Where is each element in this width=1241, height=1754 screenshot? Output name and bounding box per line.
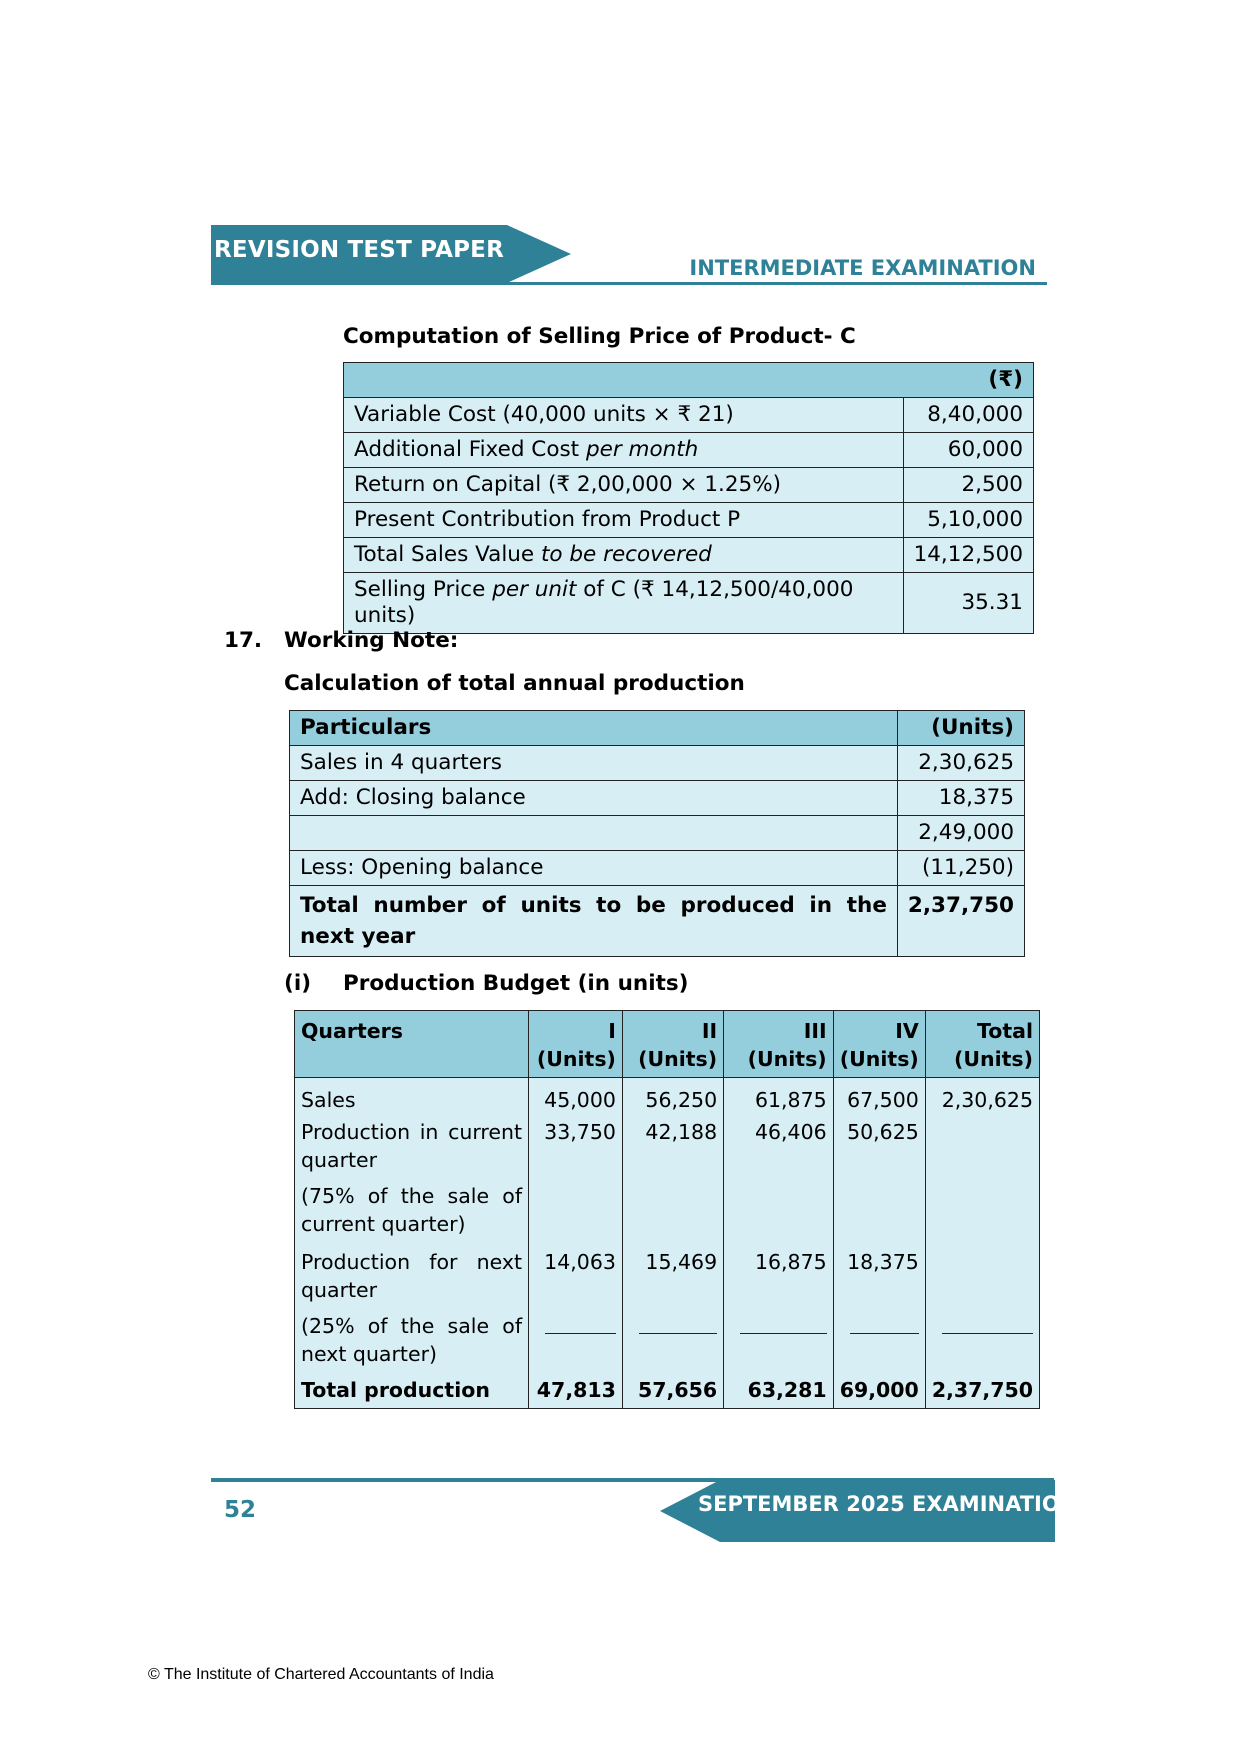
cell-value: [925, 1240, 1039, 1370]
cell-value: 56,250: [622, 1078, 723, 1117]
row-value: 35.31: [903, 573, 1033, 634]
row-value: 60,000: [903, 433, 1033, 468]
row-label: Total production: [295, 1370, 529, 1409]
cell-value: 46,406: [724, 1116, 834, 1240]
table-row: [344, 468, 1034, 503]
table-row: [344, 538, 1034, 573]
cell-value: 61,875: [724, 1078, 834, 1117]
header-exam-label: INTERMEDIATE EXAMINATION: [689, 256, 1036, 280]
table-row: [290, 851, 1025, 886]
row-label: Production in current quarter (75% of the sale of current quarter): [295, 1116, 529, 1240]
table-header-row: [295, 1011, 1040, 1078]
row-value: 5,10,000: [903, 503, 1033, 538]
cell-value: 45,000: [529, 1078, 623, 1117]
sales-row: [295, 1078, 1040, 1117]
col-header-q1: I (Units): [529, 1011, 623, 1078]
question-heading: Working Note:: [284, 628, 459, 653]
header-banner-label: REVISION TEST PAPER: [214, 237, 504, 263]
current-quarter-row: [295, 1116, 1040, 1240]
row-label: Selling Price per unit of C (₹ 14,12,500/40,000 units): [344, 573, 904, 634]
units-header: (Units): [897, 711, 1024, 746]
budget-title: Production Budget (in units): [343, 971, 689, 996]
annual-production-table: [289, 710, 1025, 957]
row-value: 8,40,000: [903, 398, 1033, 433]
header-rule: [211, 282, 1047, 285]
table-row: [344, 503, 1034, 538]
cell-value: 18,375: [833, 1240, 925, 1370]
row-label: Sales in 4 quarters: [290, 746, 898, 781]
table-row: [290, 816, 1025, 851]
row-label: Return on Capital (₹ 2,00,000 × 1.25%): [344, 468, 904, 503]
row-label: Less: Opening balance: [290, 851, 898, 886]
col-header-q4: IV (Units): [833, 1011, 925, 1078]
selling-price-table: [343, 362, 1034, 634]
total-label: Total number of units to be produced in the next year: [290, 886, 898, 957]
cell-value: 2,30,625: [925, 1078, 1039, 1117]
col-header-total: Total (Units): [925, 1011, 1039, 1078]
row-value: 2,49,000: [897, 816, 1024, 851]
row-note: (75% of the sale of current quarter): [301, 1184, 523, 1236]
selling-price-title: Computation of Selling Price of Product- C: [343, 324, 856, 349]
page-number: 52: [224, 1497, 257, 1523]
cell-value: 14,063: [529, 1240, 623, 1370]
table-row: [290, 781, 1025, 816]
currency-header: (₹): [344, 363, 1034, 398]
row-label: Additional Fixed Cost per month: [344, 433, 904, 468]
cell-value: 67,500: [833, 1078, 925, 1117]
table-row: [344, 573, 1034, 634]
row-label: Present Contribution from Product P: [344, 503, 904, 538]
cell-value: 42,188: [622, 1116, 723, 1240]
row-value: 14,12,500: [903, 538, 1033, 573]
cell-value: 16,875: [724, 1240, 834, 1370]
next-quarter-row: [295, 1240, 1040, 1370]
row-label: [290, 816, 898, 851]
cell-value: 69,000: [833, 1370, 925, 1409]
row-label: Variable Cost (40,000 units × ₹ 21): [344, 398, 904, 433]
row-value: 18,375: [897, 781, 1024, 816]
row-label: Total Sales Value to be recovered: [344, 538, 904, 573]
cell-value: 63,281: [724, 1370, 834, 1409]
footer-exam-label: SEPTEMBER 2025 EXAMINATION: [698, 1492, 1078, 1516]
total-row: [290, 886, 1025, 957]
cell-value: 47,813: [529, 1370, 623, 1409]
cell-value: 50,625: [833, 1116, 925, 1240]
question-subheading: Calculation of total annual production: [284, 671, 745, 696]
table-header-row: [344, 363, 1034, 398]
col-header-q2: II (Units): [622, 1011, 723, 1078]
row-label: Add: Closing balance: [290, 781, 898, 816]
row-label: Sales: [295, 1078, 529, 1117]
copyright: © The Institute of Chartered Accountants of India: [148, 1666, 494, 1683]
col-header-q3: III (Units): [724, 1011, 834, 1078]
table-row: [344, 398, 1034, 433]
budget-marker: (i): [284, 971, 312, 996]
total-value: 2,37,750: [897, 886, 1024, 957]
row-label: Production for next quarter (25% of the sale of next quarter): [295, 1240, 529, 1370]
cell-value: [925, 1116, 1039, 1240]
row-value: 2,30,625: [897, 746, 1024, 781]
row-value: (11,250): [897, 851, 1024, 886]
quarters-header: Quarters: [295, 1011, 529, 1078]
cell-value: 57,656: [622, 1370, 723, 1409]
cell-value: 2,37,750: [925, 1370, 1039, 1409]
cell-value: 33,750: [529, 1116, 623, 1240]
total-production-row: [295, 1370, 1040, 1409]
particulars-header: Particulars: [290, 711, 898, 746]
question-number: 17.: [224, 628, 263, 653]
production-budget-table: [294, 1010, 1040, 1409]
table-header-row: [290, 711, 1025, 746]
row-note: (25% of the sale of next quarter): [301, 1314, 523, 1366]
cell-value: 15,469: [622, 1240, 723, 1370]
table-row: [344, 433, 1034, 468]
table-row: [290, 746, 1025, 781]
row-value: 2,500: [903, 468, 1033, 503]
